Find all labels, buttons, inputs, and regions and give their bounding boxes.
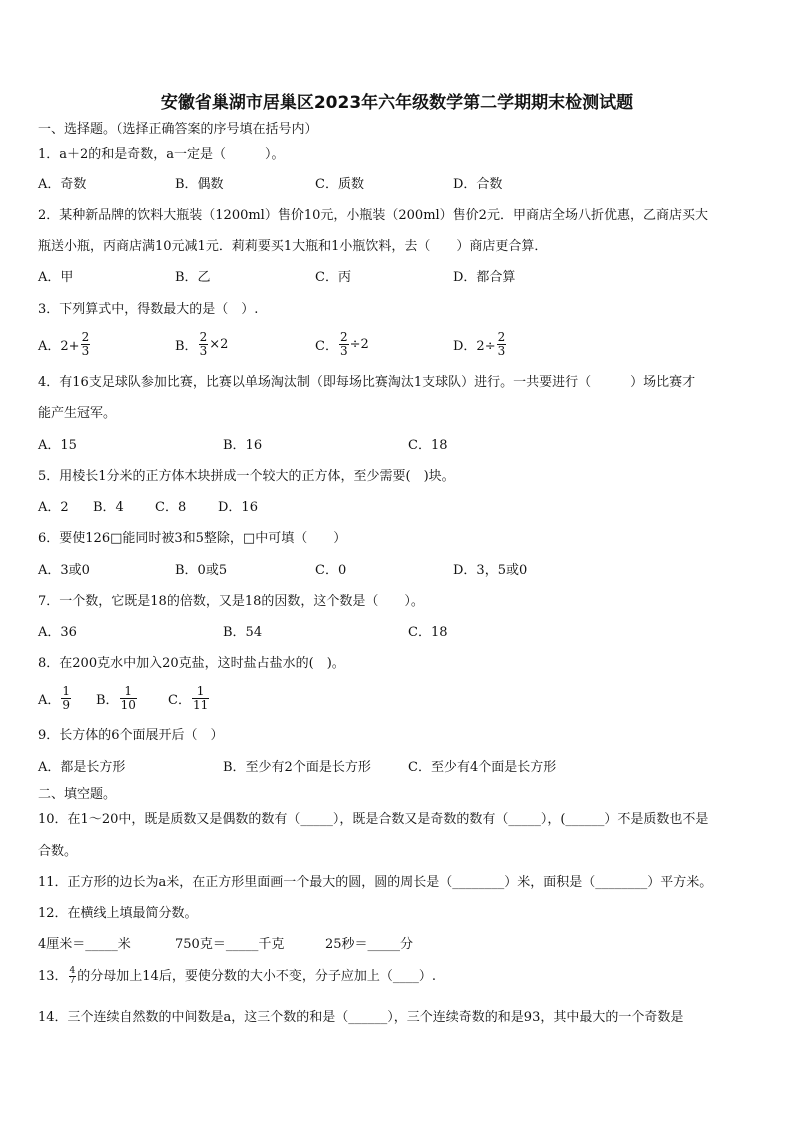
option-b[interactable]: B． $\frac{1}{10}$ [96, 684, 136, 712]
question-10-line-2: 合数。 [38, 844, 78, 859]
option-c[interactable]: C．18 [408, 438, 448, 453]
option-b[interactable]: B．偶数 [175, 177, 224, 192]
question-5: 5．用棱长1分米的正方体木块拼成一个较大的正方体，至少需要( )块。 [38, 469, 455, 484]
fraction: $\frac{2}{3}$ [339, 330, 348, 358]
question-12: 12．在横线上填最简分数。 [38, 906, 198, 921]
page-title: 安徽省巢湖市居巢区2023年六年级数学第二学期期末检测试题 [160, 93, 634, 113]
question-3: 3．下列算式中，得数最大的是（ ）. [38, 302, 259, 317]
question-4-line-1: 4．有16支足球队参加比赛，比赛以单场淘汰制（即每场比赛淘汰1支球队）进行。一共要进行（ ）场比赛才 [38, 375, 696, 390]
fraction: $\frac{4}{7}$ [69, 966, 76, 986]
fraction: $\frac{1}{9}$ [62, 684, 71, 712]
question-11: 11．正方形的边长为a米，在正方形里面画一个最大的圆，圆的周长是（________）米，面积是（________）平方米。 [38, 875, 713, 890]
section-heading: 一、选择题。（选择正确答案的序号填在括号内） [38, 122, 318, 137]
option-a[interactable]: A．15 [38, 438, 77, 453]
option-c[interactable]: C．18 [408, 625, 448, 640]
option-b[interactable]: B．0或5 [175, 563, 228, 578]
option-c[interactable]: C．质数 [315, 177, 364, 192]
option-a[interactable]: A．都是长方形 [38, 760, 126, 775]
option-a[interactable]: A． $\frac{1}{9}$ [38, 684, 71, 712]
option-a[interactable]: A．奇数 [38, 177, 87, 192]
option-d[interactable]: D．合数 [453, 177, 503, 192]
fill-item[interactable]: 750克＝_____千克 [175, 937, 285, 952]
fill-item[interactable]: 25秒＝_____分 [325, 937, 414, 952]
option-a[interactable]: A．36 [38, 625, 77, 640]
option-c[interactable]: C．8 [155, 500, 187, 515]
question-10-line-1: 10．在1～20中，既是质数又是偶数的数有（_____），既是合数又是奇数的数有（_____），(______）不是质数也不是 [38, 812, 709, 827]
section-heading: 二、填空题。 [38, 787, 117, 802]
fraction: $\frac{2}{3}$ [497, 330, 506, 358]
question-8: 8．在200克水中加入20克盐，这时盐占盐水的( )。 [38, 656, 345, 671]
fill-item[interactable]: 4厘米＝_____米 [38, 937, 131, 952]
fraction: $\frac{2}{3}$ [81, 330, 90, 358]
question-4-line-2: 能产生冠军。 [38, 406, 117, 421]
option-c[interactable]: C． $\frac{1}{11}$ [168, 684, 209, 712]
question-2-line-1: 2．某种新品牌的饮料大瓶装（1200ml）售价10元，小瓶装（200ml）售价2元．甲商店全场八折优惠，乙商店买大 [38, 208, 708, 223]
option-b[interactable]: B．乙 [175, 270, 211, 285]
option-c[interactable]: C． $\frac{2}{3}$ ÷2 [315, 330, 369, 358]
option-a[interactable]: A．2 [38, 500, 69, 515]
question-6: 6．要使126□能同时被3和5整除，□中可填（ ） [38, 531, 347, 546]
question-13: 13． $\frac{4}{7}$ 的分母加上14后，要使分数的大小不变，分子应加上（____）. [38, 966, 436, 986]
option-b[interactable]: B． $\frac{2}{3}$ ×2 [175, 330, 229, 358]
option-d[interactable]: D．3，5或0 [453, 563, 528, 578]
question-9: 9．长方体的6个面展开后（ ） [38, 728, 224, 743]
question-2-line-2: 瓶送小瓶，丙商店满10元减1元．莉莉要买1大瓶和1小瓶饮料，去（ ）商店更合算． [38, 239, 548, 254]
option-b[interactable]: B．16 [223, 438, 263, 453]
option-a[interactable]: A．3或0 [38, 563, 90, 578]
option-a[interactable]: A．2+ $\frac{2}{3}$ [38, 330, 90, 358]
question-7: 7．一个数，它既是18的倍数，又是18的因数，这个数是（ ）。 [38, 594, 424, 609]
option-b[interactable]: B．4 [93, 500, 124, 515]
option-c[interactable]: C．至少有4个面是长方形 [408, 760, 557, 775]
option-a[interactable]: A．甲 [38, 270, 74, 285]
option-d[interactable]: D．2÷ $\frac{2}{3}$ [453, 330, 506, 358]
fraction: $\frac{1}{10}$ [120, 684, 136, 712]
option-c[interactable]: C．0 [315, 563, 347, 578]
fraction: $\frac{2}{3}$ [199, 330, 208, 358]
option-d[interactable]: D．16 [218, 500, 258, 515]
option-b[interactable]: B．至少有2个面是长方形 [223, 760, 371, 775]
question-14: 14．三个连续自然数的中间数是a，这三个数的和是（______），三个连续奇数的和是93，其中最大的一个奇数是 [38, 1010, 684, 1025]
fraction: $\frac{1}{11}$ [192, 684, 209, 712]
option-c[interactable]: C．丙 [315, 270, 351, 285]
question-1: 1．a＋2的和是奇数，a一定是（ ）。 [38, 147, 285, 162]
option-b[interactable]: B．54 [223, 625, 263, 640]
option-d[interactable]: D．都合算 [453, 270, 516, 285]
